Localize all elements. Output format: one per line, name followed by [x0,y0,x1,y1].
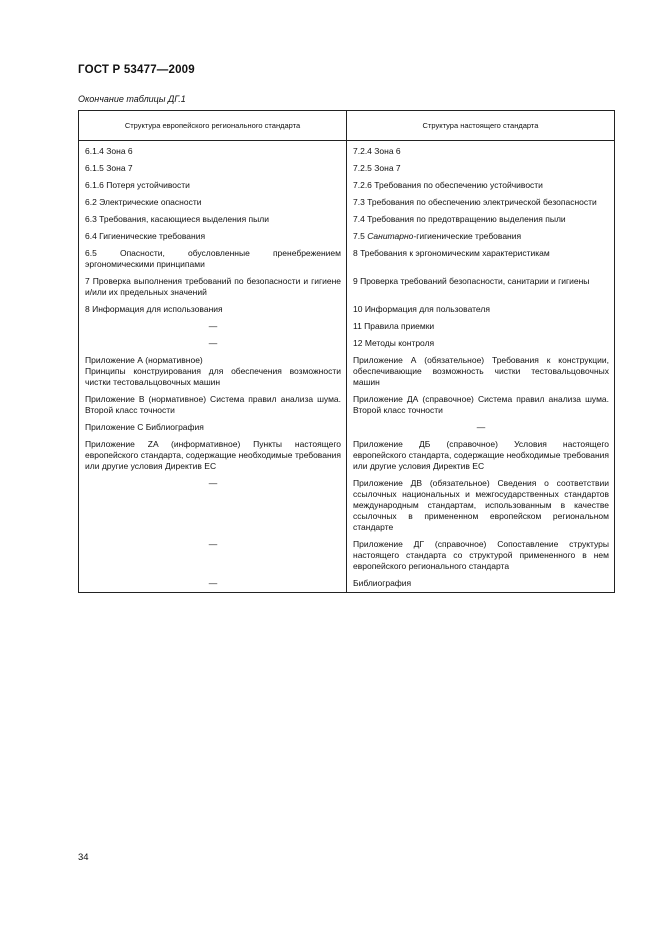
table-row [79,273,615,301]
table-row [79,177,615,194]
cell-current: Библиография [347,575,615,593]
table-row [79,335,615,352]
cell-current: 9 Проверка требований безопасности, санитарии и гигиены [347,273,615,301]
cell-european-empty: — [79,575,347,593]
cell-european: Приложение А (нормативное) Принципы конструирования для обеспечения возможности чистки тестовальцовочных машин [79,352,347,391]
cell-current: Приложение ДГ (справочное) Сопоставление структуры настоящего стандарта со структурой примененного в нем европейского регионального стандарта [347,536,615,575]
cell-european-empty: — [79,536,347,575]
cell-current: 10 Информация для пользователя [347,301,615,318]
cell-european-empty: — [79,318,347,335]
cell-european: Приложение ZA (информативное) Пункты настоящего европейского стандарта, содержащие необходимые требования или другие условия Директив ЕС [79,436,347,475]
cell-current: Приложение ДА (справочное) Система правил анализа шума. Второй класс точности [347,391,615,419]
table-row [79,436,615,475]
cell-european: 7 Проверка выполнения требований по безопасности и гигиене и/или их предельных значений [79,273,347,301]
cell-european: 8 Информация для использования [79,301,347,318]
table-caption: Окончание таблицы ДГ.1 [78,94,186,104]
cell-current: 8 Требования к эргономическим характеристикам [347,245,615,273]
cell-current: 7.4 Требования по предотвращению выделения пыли [347,211,615,228]
cell-current: 7.3 Требования по обеспечению электрической безопасности [347,194,615,211]
table-row [79,160,615,177]
table-row [79,301,615,318]
page-number: 34 [78,852,89,863]
table-row [79,228,615,245]
cell-current-suffix: гигиенические требования [416,231,522,241]
cell-european-empty: — [79,335,347,352]
cell-european: 6.2 Электрические опасности [79,194,347,211]
table-row [79,318,615,335]
table-row [79,141,615,161]
cell-european: 6.1.4 Зона 6 [79,141,347,161]
cell-current: Приложение ДВ (обязательное) Сведения о соответствии ссылочных национальных и межгосударственных стандартов международным стандартам, использованным в качестве ссылочных в примененном европейском региональном стандарте [347,475,615,536]
correspondence-table [78,110,615,593]
table-row [79,211,615,228]
cell-european: Приложение В (нормативное) Система правил анализа шума. Второй класс точности [79,391,347,419]
cell-current: Приложение ДБ (справочное) Условия настоящего европейского стандарта, содержащие необходимые требования или другие условия Директив ЕС [347,436,615,475]
column-header-current-standard: Структура настоящего стандарта [347,111,615,141]
cell-current-prefix: 7.5 [353,231,368,241]
document-code: ГОСТ Р 53477—2009 [78,64,195,76]
cell-european: 6.5 Опасности, обусловленные пренебрежением эргономическими принципами [79,245,347,273]
table-row [79,536,615,575]
table-header-row [79,111,615,141]
table-row [79,352,615,391]
table-row [79,391,615,419]
cell-current-italic: Санитарно- [367,231,417,241]
cell-european: 6.1.6 Потеря устойчивости [79,177,347,194]
cell-european: 6.4 Гигиенические требования [79,228,347,245]
cell-current-empty: — [347,419,615,436]
cell-current: 12 Методы контроля [347,335,615,352]
cell-european: 6.1.5 Зона 7 [79,160,347,177]
table-row [79,419,615,436]
table-row [79,475,615,536]
cell-current: 7.2.4 Зона 6 [347,141,615,161]
table-row [79,575,615,593]
cell-european: 6.3 Требования, касающиеся выделения пыли [79,211,347,228]
cell-current: 11 Правила приемки [347,318,615,335]
column-header-european-standard: Структура европейского регионального стандарта [79,111,347,141]
cell-current: Приложение А (обязательное) Требования к конструкции, обеспечивающие возможность чистки тестовальцовочных машин [347,352,615,391]
cell-european-empty: — [79,475,347,536]
cell-european: Приложение С Библиография [79,419,347,436]
table-row [79,194,615,211]
table-row [79,245,615,273]
cell-current [347,228,615,245]
cell-current: 7.2.5 Зона 7 [347,160,615,177]
cell-current: 7.2.6 Требования по обеспечению устойчивости [347,177,615,194]
